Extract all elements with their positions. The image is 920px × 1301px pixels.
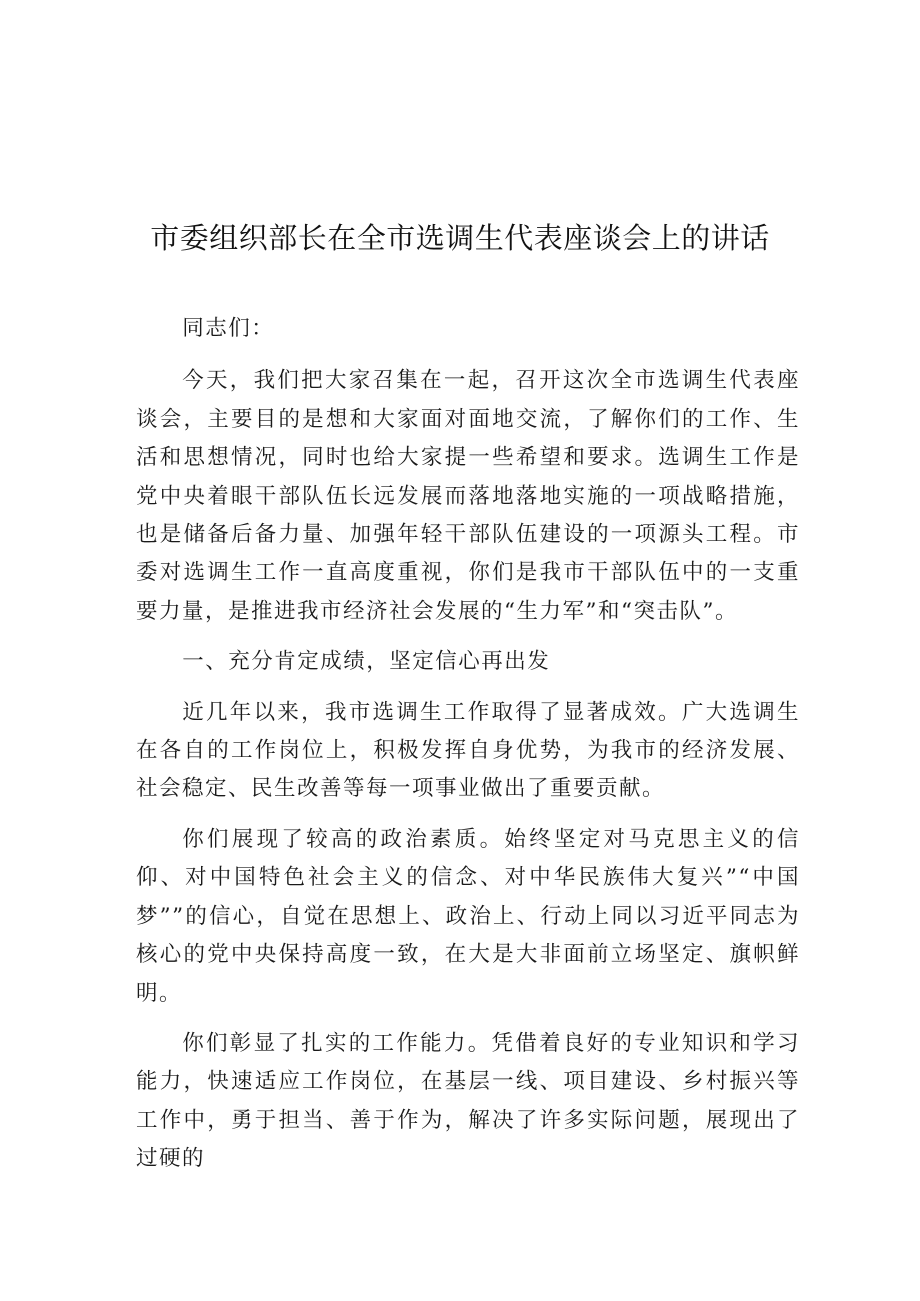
paragraph-achievements: 近几年以来，我市选调生工作取得了显著成效。广大选调生在各自的工作岗位上，积极发挥自身优势，为我市的经济发展、社会稳定、民生改善等每一项事业做出了重要贡献。 (136, 699, 800, 802)
paragraph-work-ability: 你们彰显了扎实的工作能力。凭借着良好的专业知识和学习能力，快速适应工作岗位，在基层一线、项目建设、乡村振兴等工作中，勇于担当、善于作为，解决了许多实际问题，展现出了过硬的 (136, 1030, 800, 1172)
document-title: 市委组织部长在全市选调生代表座谈会上的讲话 (150, 221, 770, 255)
section-heading-1: 一、充分肯定成绩，坚定信心再出发 (182, 649, 551, 675)
paragraph-intro: 今天，我们把大家召集在一起，召开这次全市选调生代表座谈会，主要目的是想和大家面对面地交流，了解你们的工作、生活和思想情况，同时也给大家提一些希望和要求。选调生工作是党中央着眼干部队伍长远发展而落地落地实施的一项战略措施，也是储备后备力量、加强年轻干部队伍建设的一项源头工程。市委对选调生工作一直高度重视，你们是我市干部队伍中的一支重要力量，是推进我市经济社会发展的“生力军”和“突击队”。 (136, 368, 800, 624)
paragraph-political-quality: 你们展现了较高的政治素质。始终坚定对马克思主义的信仰、对中国特色社会主义的信念、对中华民族伟大复兴”“中国梦””的信心，自觉在思想上、政治上、行动上同以习近平同志为核心的党中央保持高度一致，在大是大非面前立场坚定、旗帜鲜明。 (136, 826, 800, 1006)
salutation: 同志们： (182, 316, 275, 341)
document-body (136, 310, 800, 1191)
